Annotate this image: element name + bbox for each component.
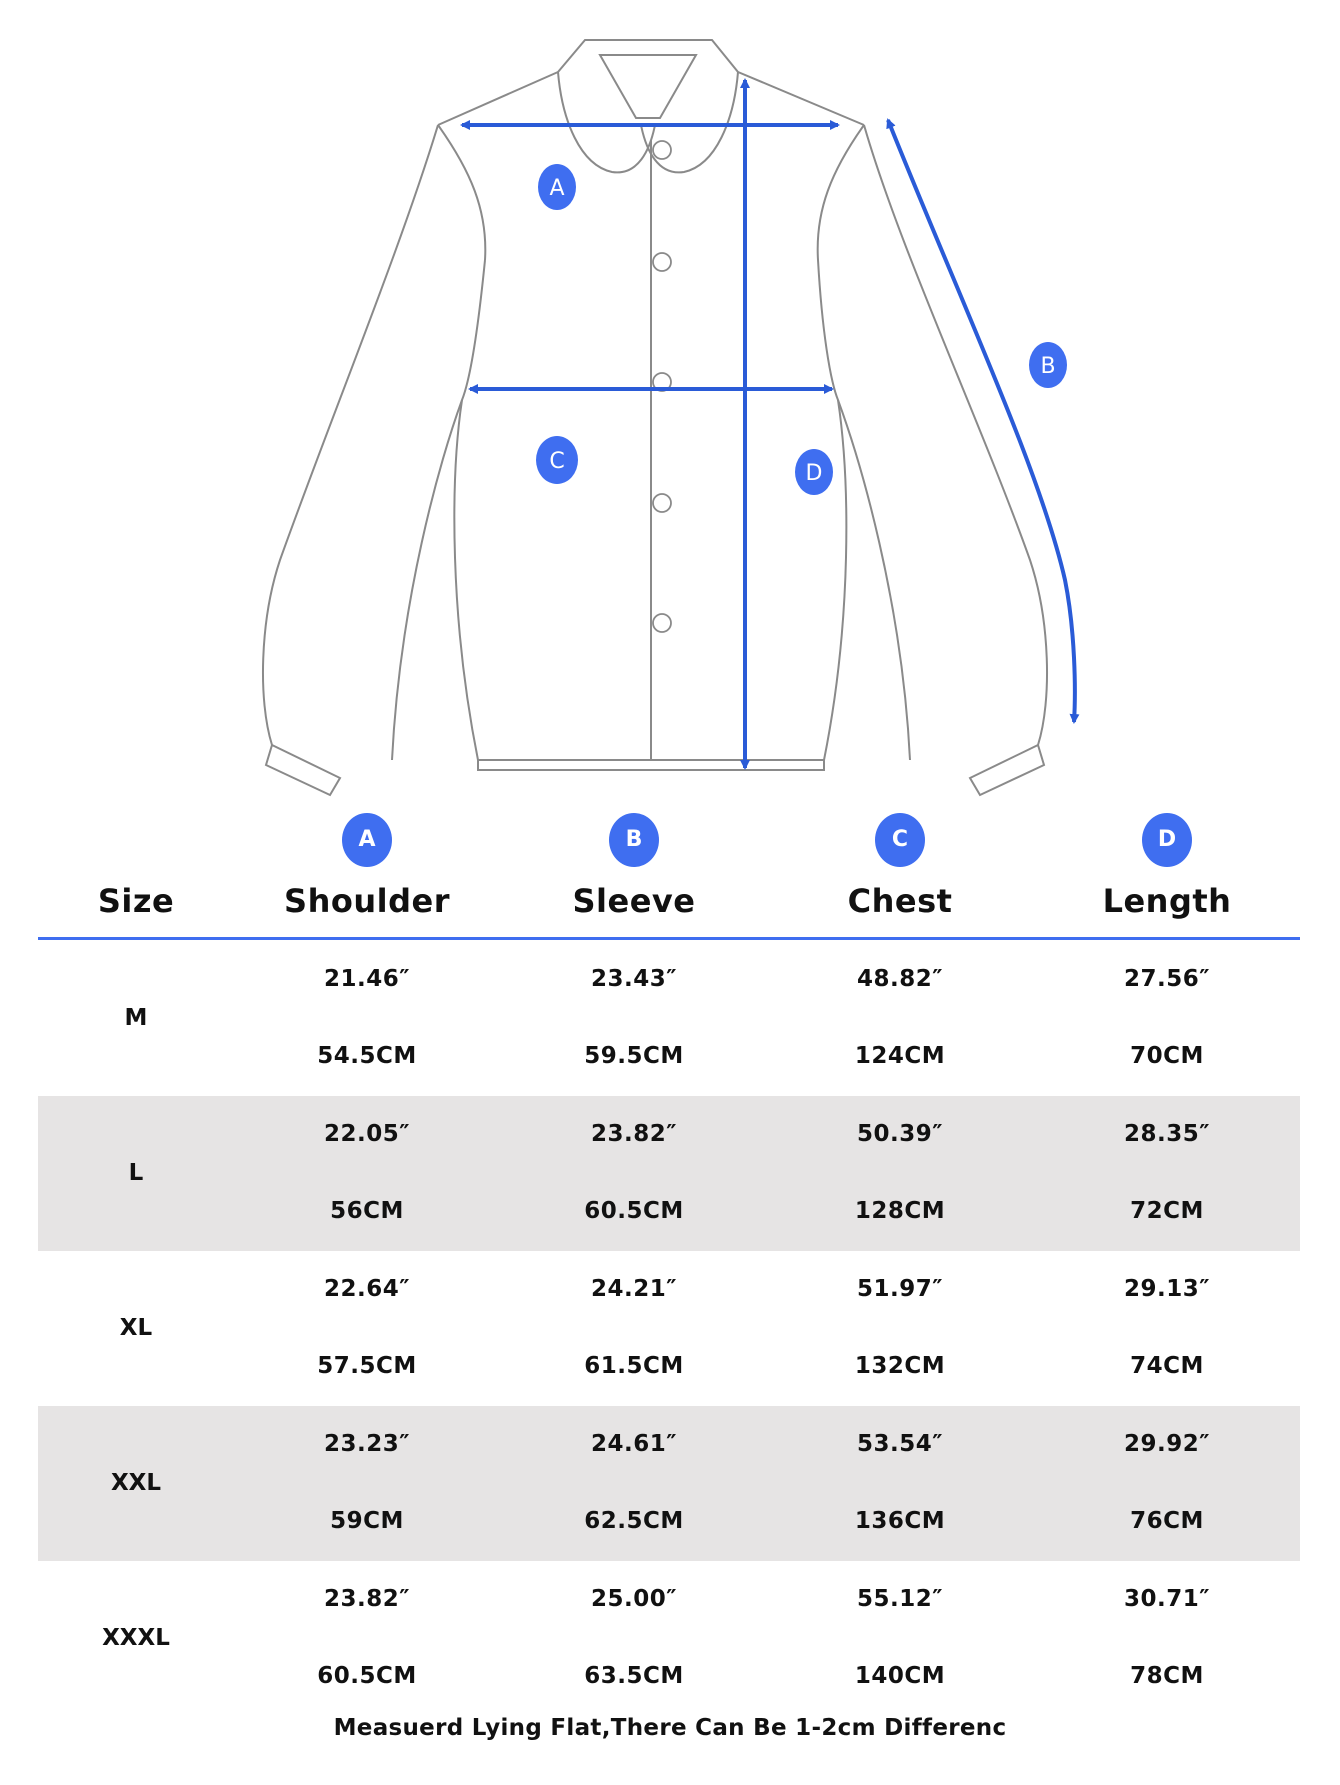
chest-inch-cell: 53.54″ (856, 1431, 944, 1457)
measurement-footnote: Measuerd Lying Flat,There Can Be 1-2cm Differenc (333, 1715, 1007, 1741)
size-cell: XXXL (102, 1625, 170, 1651)
sleeve-arrow (888, 120, 1075, 722)
button-icon (653, 614, 671, 632)
length-cm-cell: 72CM (1130, 1198, 1204, 1224)
sleeve-inch-cell: 23.43″ (590, 966, 678, 992)
marker-a-label: A (549, 176, 565, 201)
size-table-header (38, 805, 1300, 935)
button-icon (653, 141, 671, 159)
sleeve-badge: B (609, 813, 659, 867)
chest-inch-cell: 48.82″ (856, 966, 944, 992)
table-row (38, 941, 1300, 1096)
shoulder-cm-cell: 56CM (330, 1198, 404, 1224)
size-cell: M (124, 1005, 148, 1031)
chest-cm-cell: 132CM (854, 1353, 946, 1379)
marker-b (1029, 342, 1067, 388)
length-inch-cell: 29.92″ (1123, 1431, 1211, 1457)
chest-inch-cell: 55.12″ (856, 1586, 944, 1612)
button-icon (653, 253, 671, 271)
shoulder-inch-cell: 23.82″ (323, 1586, 411, 1612)
sleeve-column-header (514, 805, 754, 935)
marker-b-label: B (1040, 354, 1056, 379)
size-column-header (16, 805, 256, 935)
chest-cm-cell: 140CM (854, 1663, 946, 1689)
marker-c (536, 436, 578, 484)
chest-column-header (780, 805, 1020, 935)
buttons (653, 141, 671, 632)
shoulder-inch-cell: 22.64″ (323, 1276, 411, 1302)
length-badge: D (1142, 813, 1192, 867)
sleeve-inch-cell: 23.82″ (590, 1121, 678, 1147)
table-row (38, 1406, 1300, 1561)
jacket-measurement-diagram (0, 0, 1340, 800)
table-row (38, 1096, 1300, 1251)
shoulder-cm-cell: 59CM (330, 1508, 404, 1534)
sleeve-inch-cell: 25.00″ (590, 1586, 678, 1612)
chest-cm-cell: 128CM (854, 1198, 946, 1224)
marker-c-label: C (549, 449, 565, 474)
chest-cm-cell: 136CM (854, 1508, 946, 1534)
length-cm-cell: 74CM (1130, 1353, 1204, 1379)
length-header-label: Length (1102, 882, 1232, 920)
length-inch-cell: 27.56″ (1123, 966, 1211, 992)
sleeve-cm-cell: 59.5CM (584, 1043, 684, 1069)
size-cell: XXL (110, 1470, 162, 1496)
chest-header-label: Chest (847, 882, 953, 920)
marker-a (538, 164, 576, 210)
marker-d (795, 449, 833, 495)
shoulder-badge: A (342, 813, 392, 867)
length-inch-cell: 29.13″ (1123, 1276, 1211, 1302)
chest-inch-cell: 50.39″ (856, 1121, 944, 1147)
shoulder-inch-cell: 22.05″ (323, 1121, 411, 1147)
length-column-header (1047, 805, 1287, 935)
length-inch-cell: 28.35″ (1123, 1121, 1211, 1147)
shoulder-column-header (247, 805, 487, 935)
size-header-label: Size (97, 882, 175, 920)
marker-d-label: D (805, 461, 823, 486)
sleeve-inch-cell: 24.21″ (590, 1276, 678, 1302)
length-cm-cell: 76CM (1130, 1508, 1204, 1534)
size-cell: XL (119, 1315, 153, 1341)
header-divider (38, 937, 1300, 940)
button-icon (653, 494, 671, 512)
sleeve-header-label: Sleeve (572, 882, 696, 920)
chest-inch-cell: 51.97″ (856, 1276, 944, 1302)
sleeve-cm-cell: 60.5CM (584, 1198, 684, 1224)
length-inch-cell: 30.71″ (1123, 1586, 1211, 1612)
table-row (38, 1251, 1300, 1406)
length-cm-cell: 70CM (1130, 1043, 1204, 1069)
sleeve-cm-cell: 63.5CM (584, 1663, 684, 1689)
chest-cm-cell: 124CM (854, 1043, 946, 1069)
shoulder-inch-cell: 23.23″ (323, 1431, 411, 1457)
shoulder-cm-cell: 57.5CM (317, 1353, 417, 1379)
shoulder-cm-cell: 54.5CM (317, 1043, 417, 1069)
sleeve-inch-cell: 24.61″ (590, 1431, 678, 1457)
sleeve-cm-cell: 61.5CM (584, 1353, 684, 1379)
table-row (38, 1561, 1300, 1716)
sleeve-cm-cell: 62.5CM (584, 1508, 684, 1534)
chest-badge: C (875, 813, 925, 867)
size-cell: L (128, 1160, 144, 1186)
shoulder-header-label: Shoulder (284, 882, 450, 920)
shoulder-cm-cell: 60.5CM (317, 1663, 417, 1689)
length-cm-cell: 78CM (1130, 1663, 1204, 1689)
shoulder-inch-cell: 21.46″ (323, 966, 411, 992)
